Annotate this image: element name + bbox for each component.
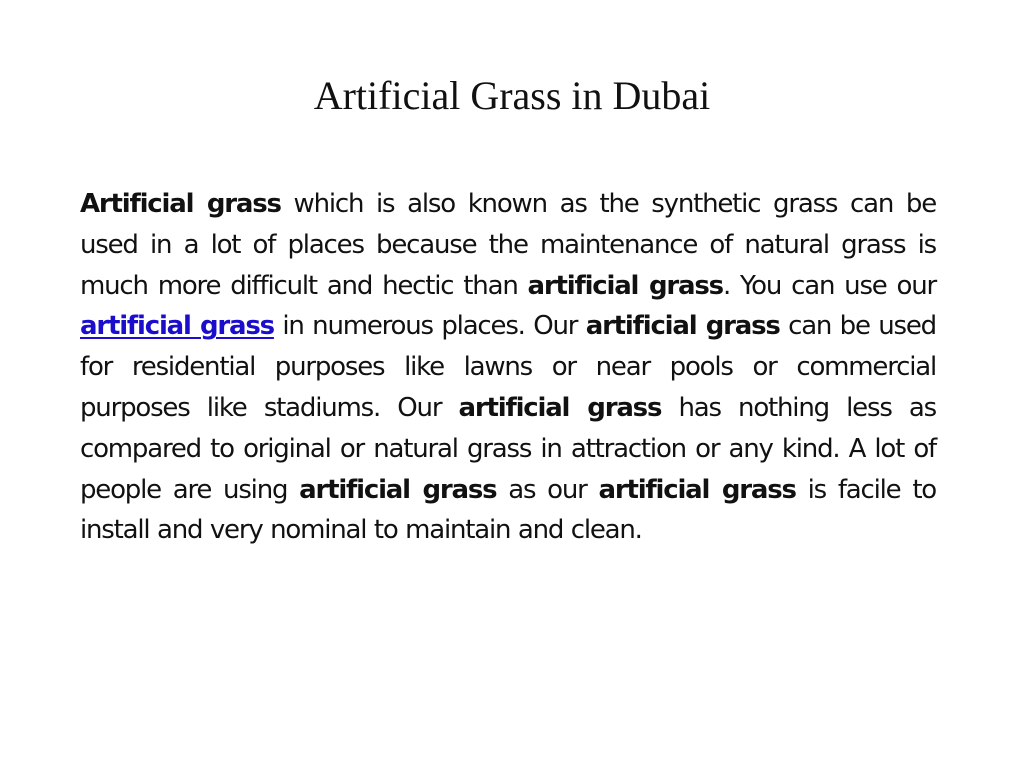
slide-title: Artificial Grass in Dubai: [313, 73, 711, 118]
bold-phrase: artificial grass: [585, 311, 780, 342]
text-run: in numerous places. Our: [273, 311, 586, 342]
text-run: which is also known as the synthetic grass can be used in a lot of places because the maintenance of natural grass is much more difficult and hectic than: [80, 189, 936, 301]
bold-phrase: artificial grass: [299, 474, 497, 505]
bold-phrase: artificial grass: [598, 474, 796, 505]
bold-phrase: artificial grass: [458, 392, 662, 423]
text-run: can be used for residential purposes like lawns or near pools or commercial purposes like stadiums. Our: [80, 311, 936, 423]
bold-phrase: Artificial grass: [80, 189, 281, 219]
text-run: as our: [496, 474, 599, 505]
artificial-grass-link[interactable]: artificial grass: [80, 311, 274, 342]
text-run: . You can use our: [722, 270, 937, 301]
bold-phrase: artificial grass: [527, 270, 723, 301]
text-run: is facile to install and very nominal to maintain and clean.: [80, 474, 937, 546]
body-paragraph: [80, 184, 936, 551]
text-run: has nothing less as compared to original or natural grass in attraction or any kind. A lot of people are using: [80, 392, 936, 505]
